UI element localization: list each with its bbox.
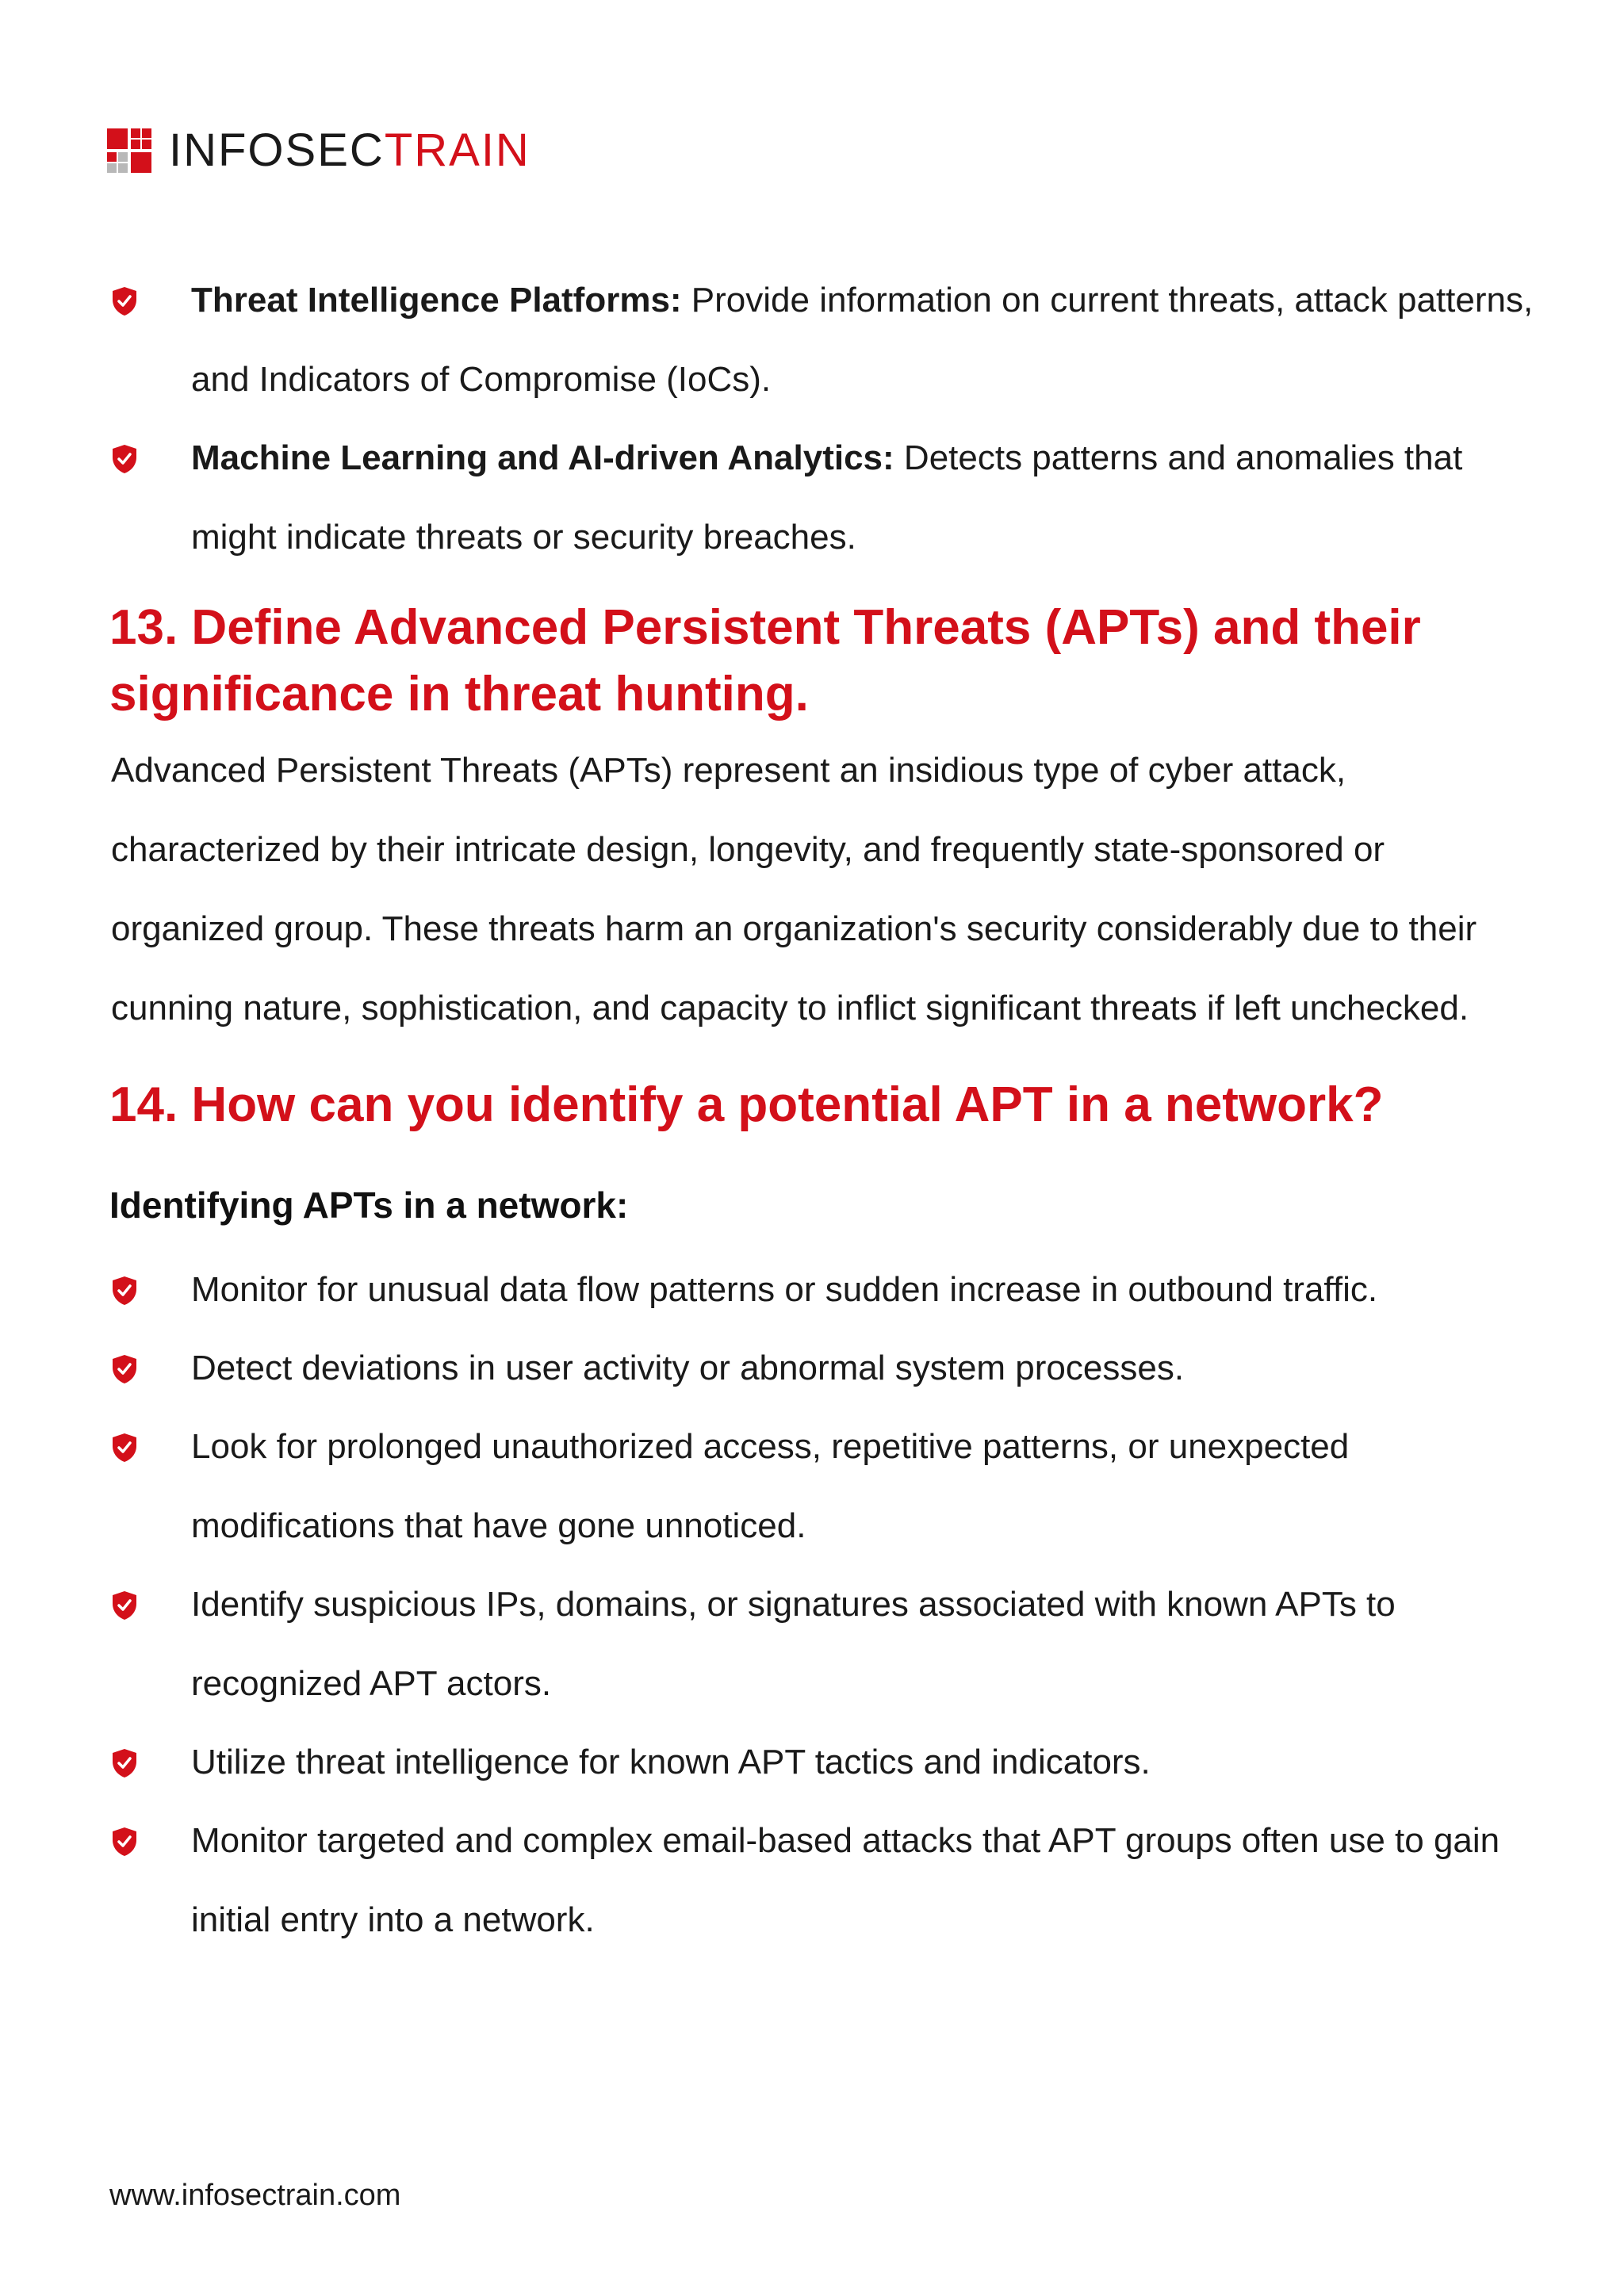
intro-bullet-list	[109, 261, 1537, 577]
section-14-heading: 14. How can you identify a potential APT in a network?	[109, 1077, 1384, 1132]
bullet-text: Provide information on current threats, attack patterns, and Indicators of Compromise (IoCs).	[191, 281, 1534, 399]
list-item	[109, 1329, 1537, 1408]
page-content	[109, 262, 1537, 1960]
shield-check-icon	[111, 1827, 138, 1857]
list-item	[109, 261, 1537, 419]
shield-check-icon	[111, 1748, 138, 1778]
list-item	[109, 1565, 1537, 1724]
bullet-term: Threat Intelligence Platforms:	[191, 281, 682, 320]
shield-check-icon	[111, 286, 138, 316]
list-item	[109, 1407, 1537, 1566]
brand-name-dark: INFOSEC	[169, 124, 385, 176]
section-13-heading: 13. Define Advanced Persistent Threats (APTs) and their significance in threat hunting.	[109, 600, 1421, 721]
bullet-term: Machine Learning and AI-driven Analytics:	[191, 438, 894, 477]
shield-check-icon	[111, 1590, 138, 1621]
bullet-text: Identify suspicious IPs, domains, or signatures associated with known APTs to recognized APT actors.	[191, 1585, 1396, 1703]
brand-wordmark	[169, 124, 530, 176]
footer-url[interactable]: www.infosectrain.com	[109, 2179, 401, 2212]
shield-check-icon	[111, 444, 138, 474]
list-item	[109, 1250, 1537, 1330]
bullet-text: Detects patterns and anomalies that might indicate threats or security breaches.	[191, 438, 1463, 557]
brand-name-red: TRAIN	[384, 124, 530, 176]
bullet-text: Detect deviations in user activity or abnormal system processes.	[191, 1349, 1185, 1387]
section-14-subheading: Identifying APTs in a network:	[109, 1184, 629, 1226]
brand-logo	[107, 124, 530, 176]
list-item	[109, 1801, 1537, 1960]
infosectrain-logo-mark-icon	[107, 128, 151, 173]
shield-check-icon	[111, 1276, 138, 1306]
shield-check-icon	[111, 1433, 138, 1463]
shield-check-icon	[111, 1354, 138, 1384]
list-item	[109, 1723, 1537, 1802]
bullet-text: Monitor for unusual data flow patterns or sudden increase in outbound traffic.	[191, 1270, 1378, 1309]
bullet-text: Monitor targeted and complex email-based attacks that APT groups often use to gain initial entry into a network.	[191, 1821, 1500, 1939]
bullet-text: Utilize threat intelligence for known APT tactics and indicators.	[191, 1743, 1151, 1781]
bullet-text: Look for prolonged unauthorized access, repetitive patterns, or unexpected modifications that have gone unnoticed.	[191, 1427, 1350, 1545]
apt-identification-list	[109, 1250, 1537, 1960]
list-item	[109, 419, 1537, 577]
section-13-paragraph: Advanced Persistent Threats (APTs) represent an insidious type of cyber attack, characterized by their intricate design, longevity, and frequently state-sponsored or organized group. These threats harm an organization's security considerably due to their cunning nature, sophistication, and capacity to inflict significant threats if left unchecked.	[111, 751, 1477, 1027]
